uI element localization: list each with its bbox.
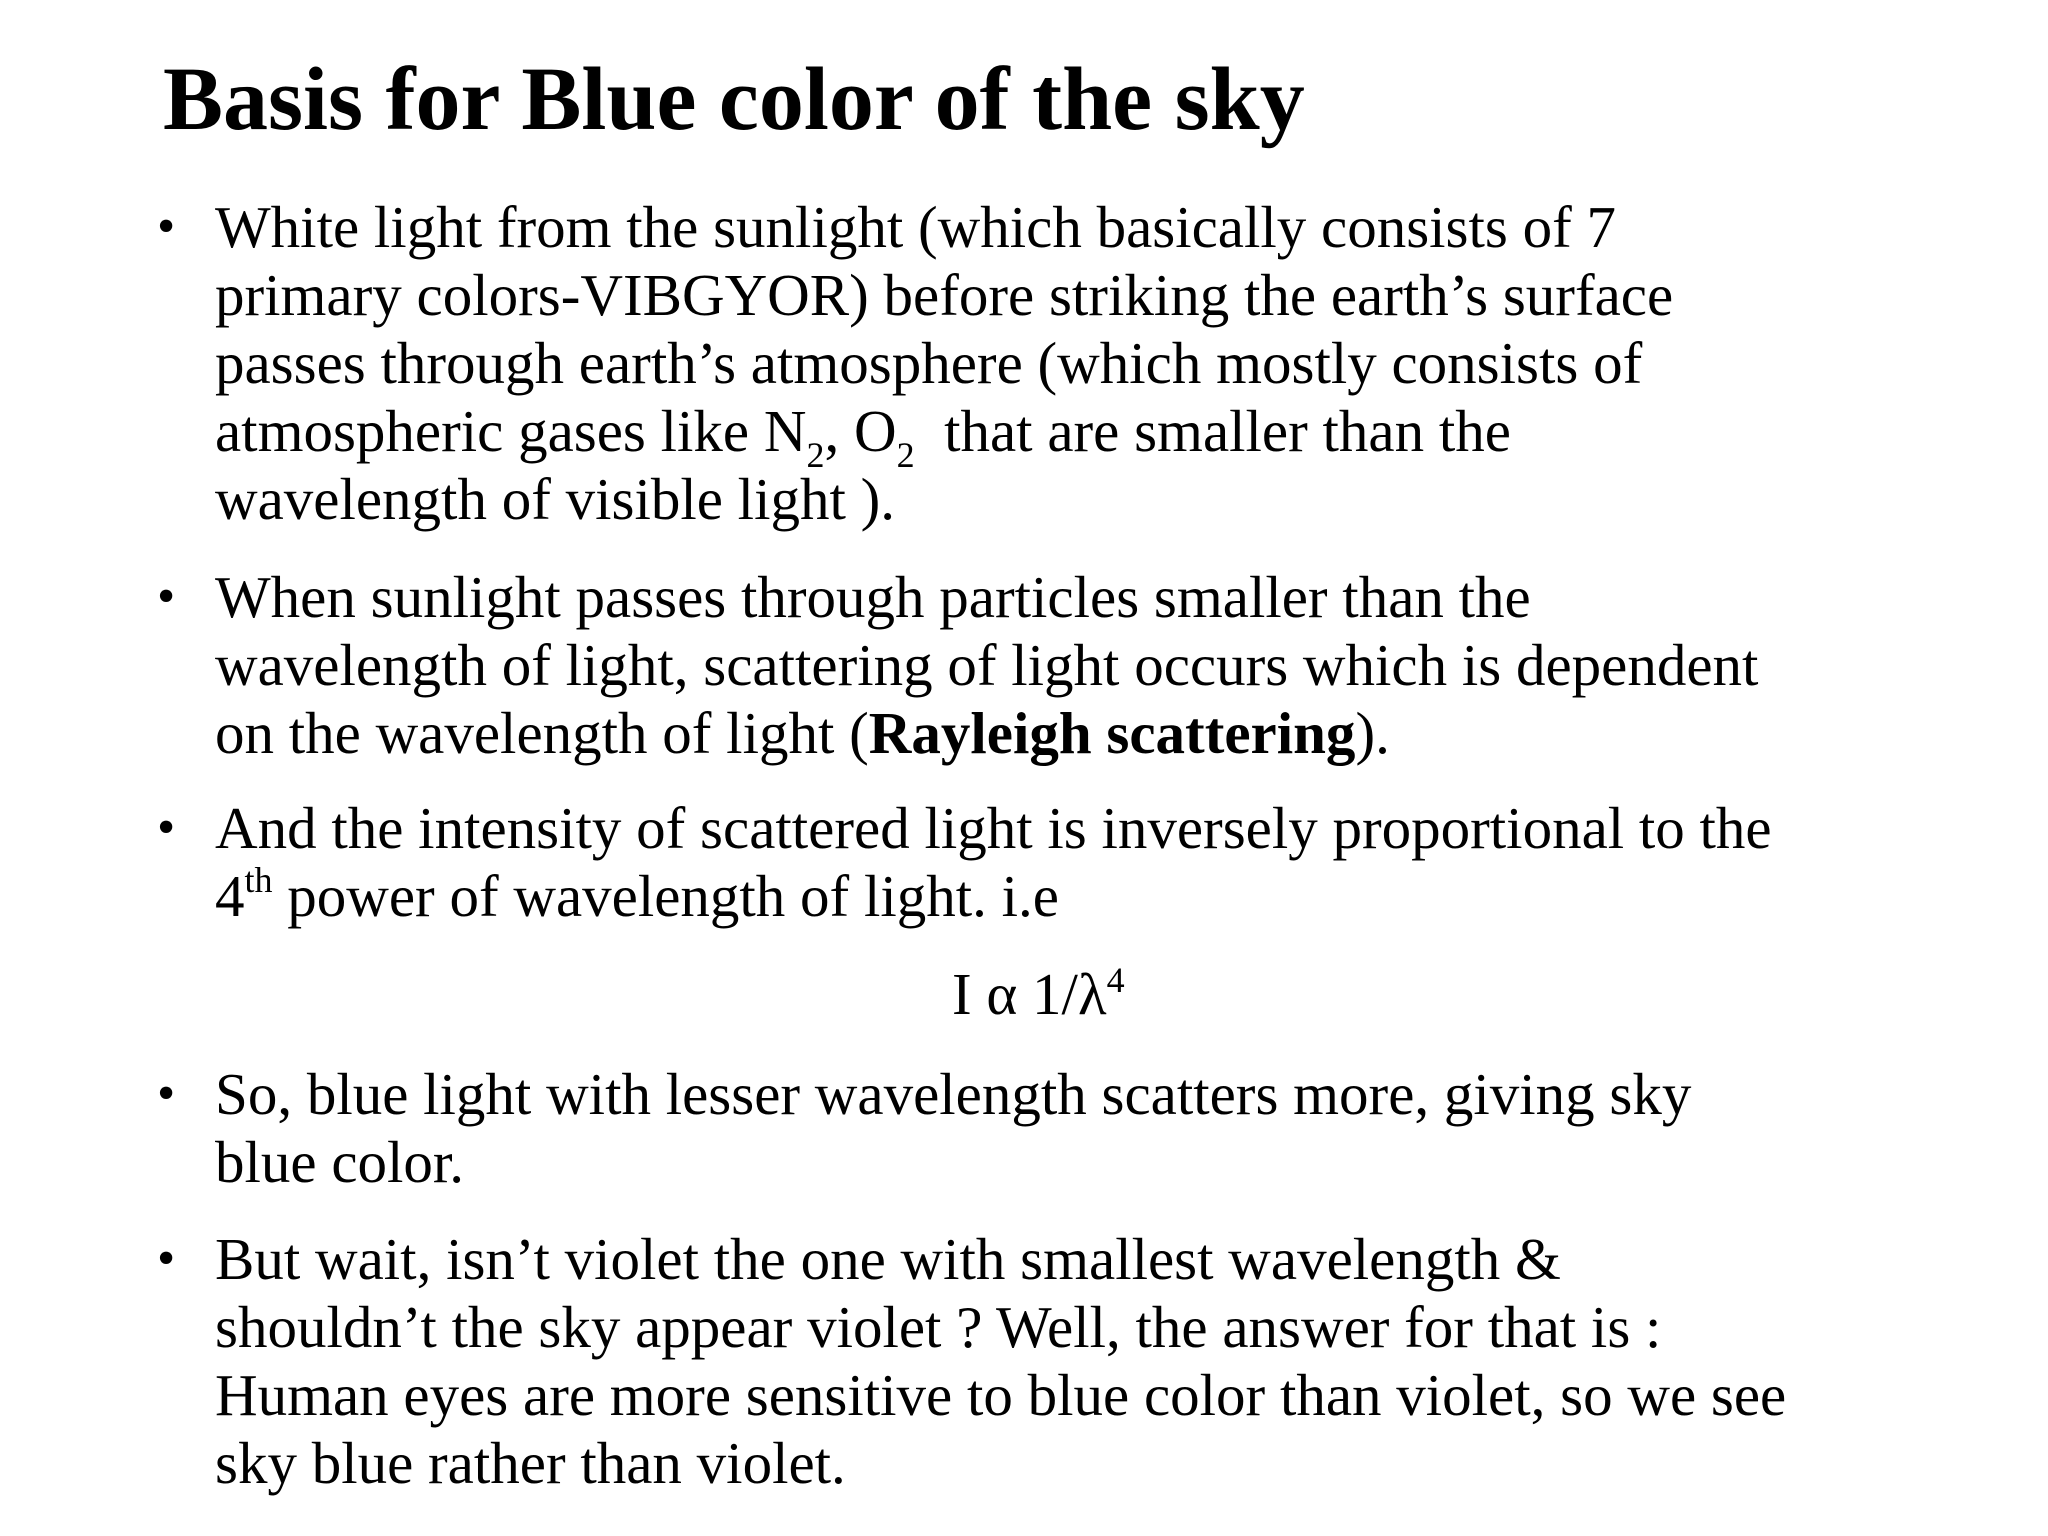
bullet-line: wavelength of visible light ). (215, 466, 895, 532)
text-segment: power of wavelength of light. i.e (272, 863, 1059, 929)
bullet-marker: • (157, 198, 176, 255)
text-segment: atmospheric gases like N (215, 398, 807, 464)
formula-text: I α 1/λ (952, 961, 1107, 1027)
bullet-line: primary colors-VIBGYOR) before striking the earth’s surface (215, 262, 1674, 328)
bullet-line: But wait, isn’t violet the one with smallest wavelength & (215, 1226, 1561, 1292)
intensity-formula (952, 960, 1125, 1028)
formula-exponent: 4 (1106, 960, 1125, 1000)
bullet-item-blue-scatters (157, 1060, 2015, 1196)
bullet-line (215, 397, 2015, 475)
bullet-item-intensity (157, 794, 2015, 930)
subscript: 2 (896, 435, 915, 475)
text-segment: that are smaller than the (914, 398, 1511, 464)
bullet-item-white-light (157, 193, 2015, 533)
bullet-line: shouldn’t the sky appear violet ? Well, the answer for that is : (215, 1294, 1662, 1360)
bullet-line: passes through earth’s atmosphere (which mostly consists of (215, 330, 1643, 396)
bullet-line: When sunlight passes through particles smaller than the (215, 564, 1531, 630)
bullet-line: blue color. (215, 1129, 465, 1195)
bullet-item-rayleigh (157, 563, 2015, 767)
superscript: th (244, 860, 273, 900)
text-segment: , O (824, 398, 897, 464)
bullet-line: wavelength of light, scattering of light occurs which is dependent (215, 632, 1759, 698)
slide-title: Basis for Blue color of the sky (163, 50, 1305, 149)
bullet-line: Human eyes are more sensitive to blue color than violet, so we see (215, 1362, 1787, 1428)
bullet-line: And the intensity of scattered light is inversely proportional to the (215, 795, 1772, 861)
bullet-line (215, 699, 2015, 767)
bullet-marker: • (157, 1230, 176, 1287)
bullet-line: White light from the sunlight (which basically consists of 7 (215, 194, 1617, 260)
bullet-line (215, 862, 2015, 930)
subscript: 2 (806, 435, 825, 475)
bullet-marker: • (157, 568, 176, 625)
bullet-item-violet-question (157, 1225, 2015, 1497)
text-segment: on the wavelength of light ( (215, 700, 869, 766)
bold-term: Rayleigh scattering (868, 700, 1356, 766)
text-segment: 4 (215, 863, 245, 929)
bullet-line: So, blue light with lesser wavelength scatters more, giving sky (215, 1061, 1692, 1127)
bullet-marker: • (157, 799, 176, 856)
text-segment: ). (1355, 700, 1390, 766)
bullet-line: sky blue rather than violet. (215, 1430, 846, 1496)
bullet-marker: • (157, 1065, 176, 1122)
